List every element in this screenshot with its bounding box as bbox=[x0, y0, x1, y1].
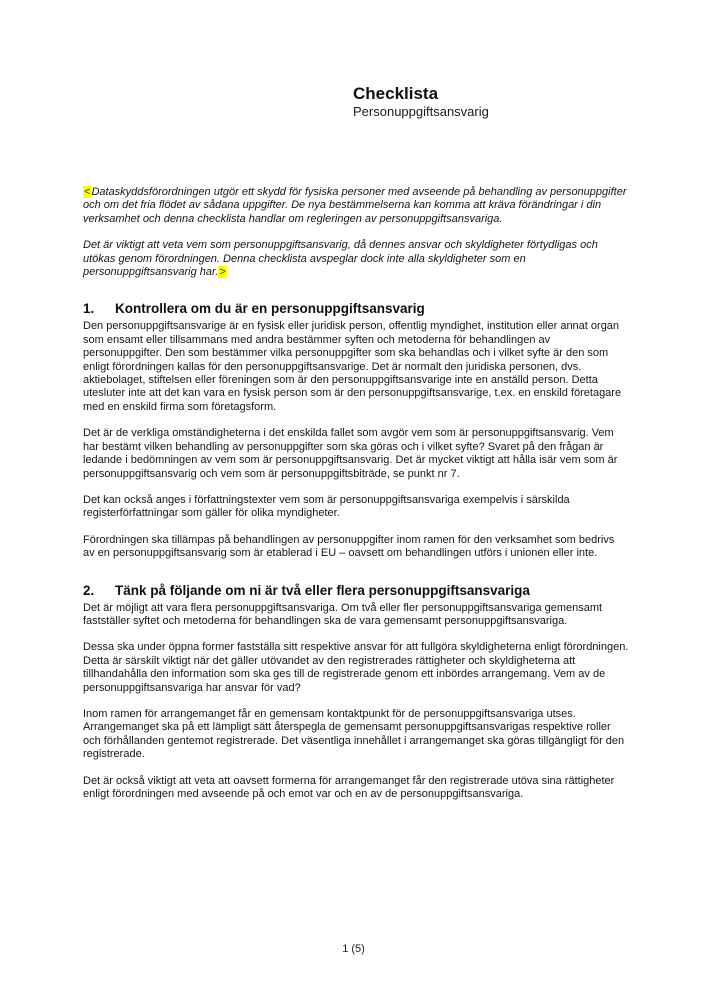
highlight-close-bracket: > bbox=[219, 266, 226, 279]
document-title: Checklista bbox=[353, 84, 439, 103]
section-1-number: 1. bbox=[83, 301, 95, 317]
section-1-title: Kontrollera om du är en personuppgiftsansvarig bbox=[115, 301, 425, 317]
highlight-open-bracket: < bbox=[84, 186, 91, 198]
page-footer bbox=[0, 943, 707, 956]
body-paragraph: Det är möjligt att vara flera personuppgiftsansvariga. Om två eller fler personuppgiftsansvariga gemensamt fastställer syftet och metoderna för behandlingen ska de vara gemensamt personuppgiftsansvariga. bbox=[83, 601, 603, 627]
section-2-number: 2. bbox=[83, 582, 95, 598]
body-paragraph: Det är också viktigt att veta att oavsett formerna för arrangemanget får den registrerade utöva sina rättigheter enligt förordningen med avseende på och emot var och en av de personuppgiftsansvariga. bbox=[83, 774, 615, 800]
section-1-heading bbox=[83, 300, 629, 317]
page-number: 1 (5) bbox=[342, 943, 365, 955]
body-paragraph: Den personuppgiftsansvarige är en fysisk eller juridisk person, offentlig myndighet, institution eller annat organ som ensamt eller tillsammans med andra bestämmer syften och metoderna för behandlingen av personuppgifter. Den som bestämmer vilka personuppgifter som ska behandlas och i vilket syfte är den som enligt förordningen kallas för den personuppgiftsansvarige. Det är normalt den juridiska personen, dvs. aktiebolaget, stiftelsen eller föreningen som är den personuppgiftsansvarige inte en anställd person. Detta utesluter inte att det kan vara en fysisk person som är den personuppgiftsansvarige, t.ex. en enskild företagare med en enskild firma som företagsform. bbox=[83, 320, 622, 413]
intro-block bbox=[83, 186, 629, 279]
intro-paragraph-2 bbox=[83, 239, 629, 279]
section-2 bbox=[83, 582, 629, 802]
intro-paragraph-2-text: Det är viktigt att veta vem som personuppgiftsansvarig, då dennes ansvar och skyldigheter förtydligas och utökas genom förordningen. Denna checklista avspeglar dock inte alla skyldigheter som en personuppgiftsansvarig har. bbox=[83, 239, 598, 279]
section-1 bbox=[83, 300, 629, 560]
document-subtitle: Personuppgiftsansvarig bbox=[353, 104, 489, 119]
document-header bbox=[353, 84, 489, 120]
intro-paragraph-1-text: Dataskyddsförordningen utgör ett skydd för fysiska personer med avseende på behandling av personuppgifter och om det fria flödet av sådana uppgifter. De nya bestämmelserna kan komma att kräva förändringar i din verksamhet och denna checklista handlar om regleringen av personuppgiftsansvariga. bbox=[83, 186, 627, 225]
body-paragraph: Förordningen ska tillämpas på behandlingen av personuppgifter inom ramen för den verksamhet som bedrivs av en personuppgiftsansvarig som är etablerad i EU – oavsett om behandlingen utförs i unionen eller inte. bbox=[83, 533, 615, 560]
document-body bbox=[83, 186, 629, 814]
body-paragraph: Inom ramen för arrangemanget får en gemensam kontaktpunkt för de personuppgiftsansvariga utses. Arrangemanget ska på ett lämpligt sätt återspegla de gemensamt personuppgiftsansvarigas respektive roller och förhållanden gentemot registrerade. Det väsentliga innehållet i arrangemanget ska göras tillgängligt för den registrerade. bbox=[83, 707, 625, 761]
section-2-heading bbox=[83, 582, 629, 599]
body-paragraph: Det är de verkliga omständigheterna i det enskilda fallet som avgör vem som är personuppgiftsansvarig. Vem har bestämt vilken behandling av personuppgifter som ska göras och i vilket syfte? Svaret på den frågan är ledande i bedömningen av vem som är personuppgiftsansvarig. Det är mycket viktigt att hålla isär vem som är personuppgiftsansvarig och vem som är personuppgiftsbiträde, se punkt nr 7. bbox=[83, 427, 618, 480]
intro-paragraph-1 bbox=[83, 186, 629, 226]
section-2-title: Tänk på följande om ni är två eller flera personuppgiftsansvariga bbox=[115, 582, 530, 598]
body-paragraph: Det kan också anges i författningstexter vem som är personuppgiftsansvariga exempelvis i särskilda registerförfattningar som gäller för olika myndigheter. bbox=[83, 493, 570, 520]
body-paragraph: Dessa ska under öppna former fastställa sitt respektive ansvar för att fullgöra skyldigheterna enligt förordningen. Detta är särskilt viktigt när det gäller utövandet av den registrerades rättigheter och skyldigheterna att tillhandahålla den information som ska ges till de registrerade genom ett inbördes arrangemang. Vem av de personuppgiftsansvariga har ansvar för vad? bbox=[83, 641, 629, 694]
